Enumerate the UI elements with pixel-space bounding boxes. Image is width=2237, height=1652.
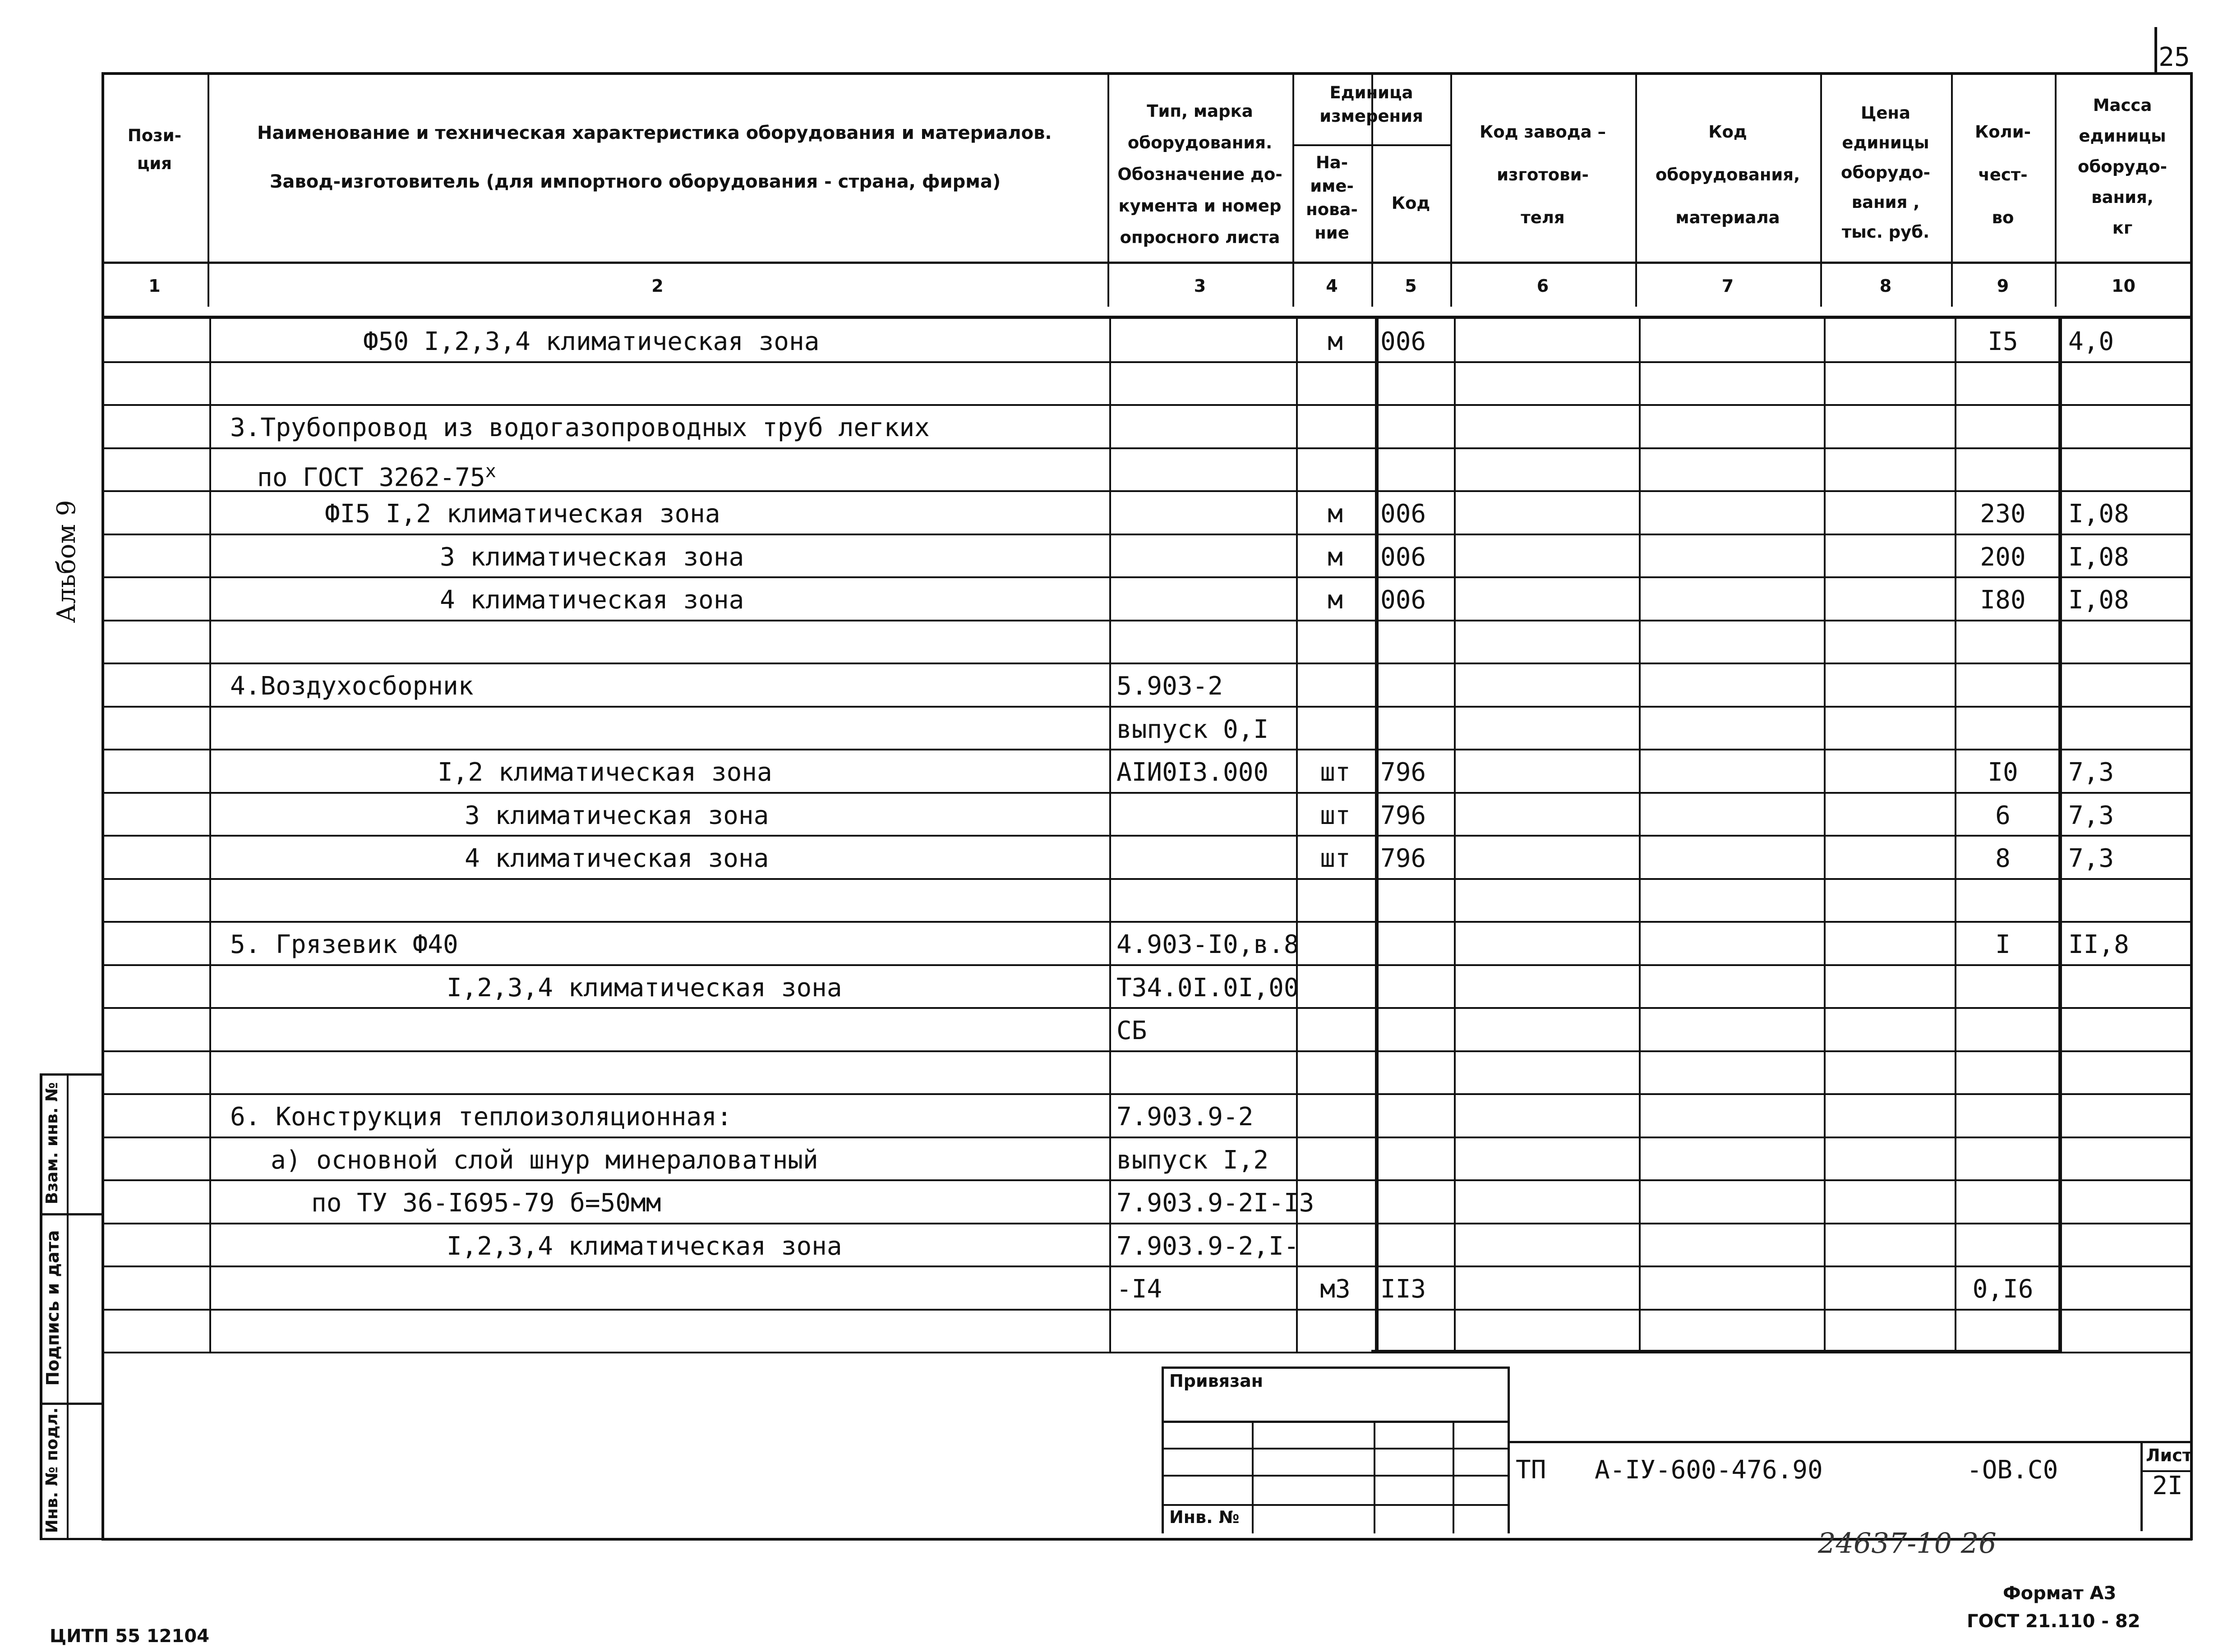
row-4-name: по ГОСТ $3262-75^х$ <box>257 461 496 492</box>
page-number: 25 <box>2159 41 2190 72</box>
row-5-qty: 230 <box>1980 499 2026 529</box>
row-7-mass: I,08 <box>2068 585 2129 615</box>
header-equipment-code: Код оборудования, материала <box>1655 122 1800 227</box>
column-number-10: 10 <box>2112 276 2136 296</box>
header-doc-type: Тип, марка оборудования. Обозначение до- кумента и номер опросного листа <box>1117 101 1282 247</box>
row-6-mass: I,08 <box>2068 543 2129 572</box>
row-17-doc: СБ <box>1116 1016 1147 1045</box>
row-1-unit: м <box>1328 327 1343 356</box>
row-6-qty: 200 <box>1980 543 2026 572</box>
header-unit-name: На- име- нова- ние <box>1306 153 1358 243</box>
row-15-doc: 4.903-I0,в.8 <box>1116 930 1299 959</box>
column-number-4: 4 <box>1326 276 1338 296</box>
citp-label: ЦИТП 55 12104 <box>50 1626 210 1647</box>
row-22-doc: 7.903.9-2,I- <box>1116 1232 1299 1261</box>
replace-inventory-label: Взам. инв. № <box>43 1082 61 1205</box>
row-13-name: 4 климатическая зона <box>465 844 769 873</box>
row-6-code: 006 <box>1380 543 1426 572</box>
stamp-sheet-label: Лист <box>2146 1445 2192 1465</box>
stamp-tp: ТП <box>1516 1455 1546 1485</box>
column-number-2: 2 <box>651 276 664 296</box>
row-12-code: 796 <box>1380 801 1426 830</box>
row-15-mass: II,8 <box>2068 930 2129 959</box>
column-number-3: 3 <box>1194 276 1206 296</box>
row-7-unit: м <box>1328 585 1343 615</box>
row-9-name: 4.Воздухосборник <box>230 672 474 701</box>
album-label: Альбом 9 <box>52 500 81 623</box>
header-quantity: Коли- чест- во <box>1974 122 2031 227</box>
row-5-mass: I,08 <box>2068 499 2129 529</box>
row-13-code: 796 <box>1380 844 1426 873</box>
column-number-6: 6 <box>1536 276 1549 296</box>
row-10-doc: выпуск 0,I <box>1116 715 1269 744</box>
header-name-line2: Завод-изготовитель (для импортного оборудования - страна, фирма) <box>270 171 1001 192</box>
row-11-doc: АIИ0I3.000 <box>1116 758 1269 787</box>
column-number-7: 7 <box>1721 276 1734 296</box>
row-12-qty: 6 <box>1995 801 2011 830</box>
column-number-1: 1 <box>148 276 161 296</box>
format-label: Формат А3 <box>2003 1583 2117 1604</box>
row-11-mass: 7,3 <box>2068 758 2114 787</box>
row-21-name: по ТУ 36-I695-79 б=50мм <box>311 1188 661 1218</box>
header-unit-code: Код <box>1391 193 1430 213</box>
row-12-unit: шт <box>1320 801 1351 830</box>
row-1-name: Ф50 I,2,3,4 климатическая зона <box>363 327 820 356</box>
row-1-mass: 4,0 <box>2068 327 2114 356</box>
row-6-name: 3 климатическая зона <box>440 543 744 572</box>
header-unit-group: Единица измерения <box>1319 83 1423 126</box>
column-number-9: 9 <box>1997 276 2009 296</box>
signature-date-label: Подпись и дата <box>43 1230 63 1386</box>
row-5-unit: м <box>1328 499 1343 529</box>
row-1-code: 006 <box>1380 327 1426 356</box>
row-21-doc: 7.903.9-2I-I3 <box>1116 1188 1315 1218</box>
stamp-suffix: -ОВ.С0 <box>1967 1455 2058 1485</box>
row-20-doc: выпуск I,2 <box>1116 1146 1269 1175</box>
row-13-qty: 8 <box>1995 844 2011 873</box>
row-11-qty: I0 <box>1988 758 2018 787</box>
header-unit-price: Цена единицы оборудо- вания , тыс. руб. <box>1841 103 1930 242</box>
header-position: Пози- ция <box>127 126 182 173</box>
row-13-unit: шт <box>1320 844 1351 873</box>
row-16-name: I,2,3,4 климатическая зона <box>447 973 842 1003</box>
stamp-inventory-label: Инв. № <box>1169 1507 1240 1527</box>
row-5-code: 006 <box>1380 499 1426 529</box>
row-19-name: 6. Конструкция теплоизоляционная: <box>230 1102 732 1132</box>
row-22-name: I,2,3,4 климатическая зона <box>447 1232 842 1261</box>
row-11-unit: шт <box>1320 758 1351 787</box>
handwritten-number: 24637-10 26 <box>1818 1527 1997 1560</box>
row-23-qty: 0,I6 <box>1972 1275 2034 1304</box>
row-7-qty: I80 <box>1980 585 2026 615</box>
row-12-name: 3 климатическая зона <box>465 801 769 830</box>
stamp-sheet-number: 2I <box>2152 1471 2183 1500</box>
header-unit-mass: Масса единицы оборудо- вания, кг <box>2078 96 2167 238</box>
row-7-code: 006 <box>1380 585 1426 615</box>
original-inventory-label: Инв. № подл. <box>43 1407 61 1533</box>
row-11-name: I,2 климатическая зона <box>438 758 772 787</box>
row-23-code: II3 <box>1380 1275 1426 1304</box>
row-23-doc: -I4 <box>1116 1275 1162 1304</box>
row-1-qty: I5 <box>1988 327 2018 356</box>
gost-label: ГОСТ 21.110 - 82 <box>1967 1611 2140 1632</box>
header-name-line1: Наименование и техническая характеристика оборудования и материалов. <box>257 123 1052 143</box>
row-13-mass: 7,3 <box>2068 844 2114 873</box>
gost-superscript: х <box>485 461 496 482</box>
row-15-name: 5. Грязевик Ф40 <box>230 930 458 959</box>
row-6-unit: м <box>1328 543 1343 572</box>
column-number-5: 5 <box>1405 276 1417 296</box>
stamp-designation: А-IУ-600-476.90 <box>1595 1455 1823 1485</box>
row-20-name: а) основной слой шнур минераловатный <box>271 1146 818 1175</box>
row-7-name: 4 климатическая зона <box>440 585 744 615</box>
row-5-name: ФI5 I,2 климатическая зона <box>325 499 720 529</box>
row-9-doc: 5.903-2 <box>1116 672 1223 701</box>
row-11-code: 796 <box>1380 758 1426 787</box>
header-factory-code: Код завода – изготови- теля <box>1480 122 1606 227</box>
row-16-doc: Т34.0I.0I,00 <box>1116 973 1299 1003</box>
column-number-8: 8 <box>1879 276 1892 296</box>
stamp-bound-label: Привязан <box>1169 1371 1264 1391</box>
row-15-qty: I <box>1995 930 2011 959</box>
row-23-unit: м3 <box>1320 1275 1351 1304</box>
row-3-name: 3.Трубопровод из водогазопроводных труб легких <box>230 413 930 442</box>
row-12-mass: 7,3 <box>2068 801 2114 830</box>
row-19-doc: 7.903.9-2 <box>1116 1102 1254 1132</box>
